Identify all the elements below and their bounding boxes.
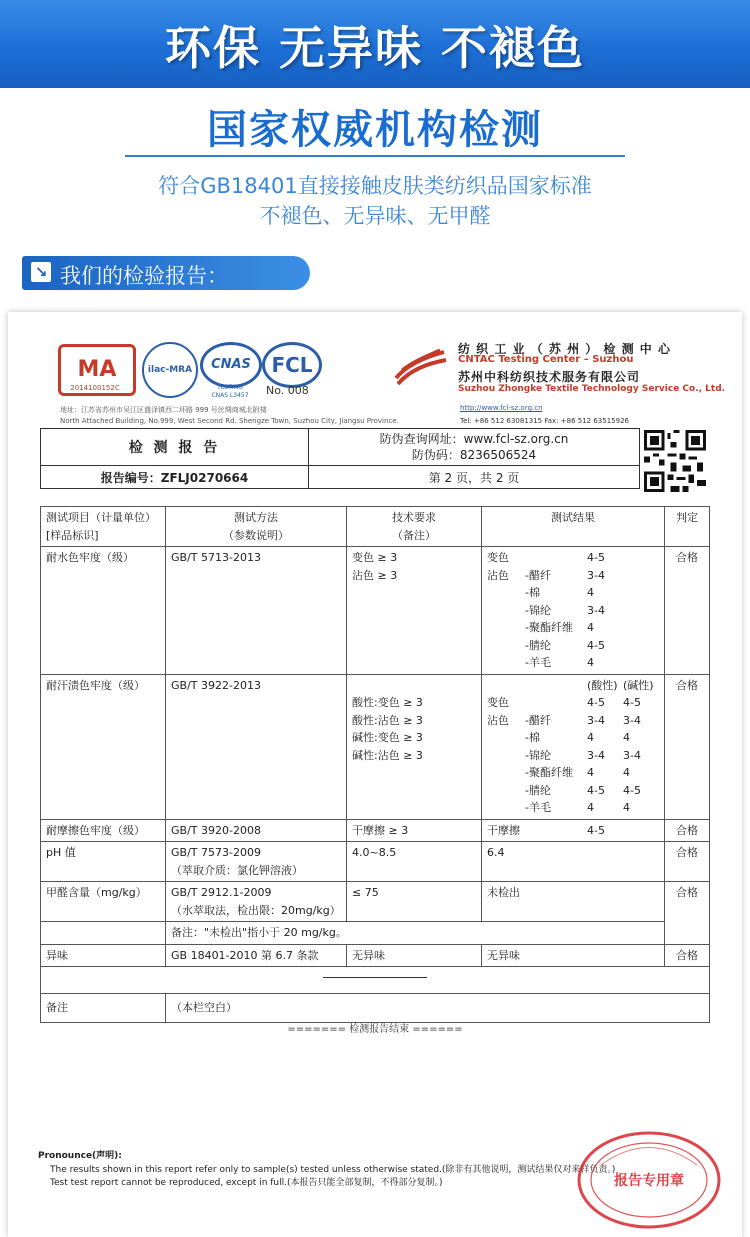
result-value	[487, 602, 525, 620]
result-value: -锦纶	[525, 603, 551, 617]
result-value	[487, 619, 525, 637]
method-line: （萃取介质：氯化钾溶液）	[171, 863, 303, 877]
table-row	[41, 842, 710, 882]
cell-item	[41, 674, 166, 819]
result-value	[623, 619, 659, 637]
remark-label: 备注	[41, 994, 166, 1023]
note-text: 备注："未检出"指小于 20 mg/kg。	[166, 922, 665, 945]
result-value: -醋纤	[525, 568, 551, 582]
item-text: 甲醛含量（mg/kg）	[46, 886, 147, 899]
table-header-row	[41, 507, 710, 547]
remark-row	[41, 994, 710, 1023]
cell-verdict: 合格	[665, 674, 710, 819]
result-value: 4-5	[587, 551, 605, 564]
cell-method	[166, 882, 347, 922]
result-value	[623, 654, 659, 672]
cell-requirement	[347, 882, 482, 922]
result-value: 无异味	[487, 948, 520, 962]
result-value: 变色	[487, 551, 509, 564]
result-value: -锦纶	[525, 748, 551, 762]
result-value: -醋纤	[525, 713, 551, 727]
result-value: 4-5	[587, 638, 605, 652]
method-line: （水萃取法，检出限：20mg/kg）	[171, 903, 341, 917]
requirement-line	[352, 677, 476, 695]
address-cn: 地址：江苏省苏州市吴江区盛泽镇西二环路 999 号丝绸商城北附楼	[60, 406, 267, 414]
result-value: 变色	[487, 696, 509, 709]
result-value	[487, 654, 525, 672]
item-text: 耐汗渍色牢度（级）	[46, 678, 145, 692]
result-value: 3-4	[587, 568, 605, 582]
result-value	[525, 549, 587, 567]
col-method-sub: （参数说明）	[223, 528, 289, 542]
result-line	[487, 884, 659, 902]
item-text: 耐摩擦色牢度（级）	[46, 823, 145, 837]
section-tag-label: 我们的检验报告：	[60, 264, 228, 288]
table-row	[41, 882, 710, 922]
arrow-down-right-icon: ↘	[31, 262, 51, 282]
results-body	[41, 547, 710, 967]
result-value	[623, 584, 659, 602]
org-name-en: CNTAC Testing Center – Suzhou	[458, 354, 634, 365]
result-line	[487, 584, 659, 602]
company-name-cn: 苏州中科纺织技术服务有限公司	[458, 370, 641, 384]
result-line	[487, 677, 659, 695]
result-value: 未检出	[487, 886, 520, 899]
table-row	[41, 944, 710, 967]
result-value: 4-5	[587, 823, 605, 837]
cell-result	[482, 819, 665, 842]
result-value: 6.4	[487, 846, 505, 859]
result-line	[487, 602, 659, 620]
standard-line-2: 不褪色、无异味、无甲醛	[259, 204, 491, 228]
cell-requirement	[347, 819, 482, 842]
col-result-header: 测试结果	[482, 507, 665, 547]
result-value: 4-5	[623, 783, 641, 797]
section-tag	[22, 256, 310, 290]
result-line	[487, 619, 659, 637]
requirement-line: 碱性:沾色 ≥ 3	[352, 748, 423, 762]
cell-requirement	[347, 547, 482, 675]
cell-result	[482, 547, 665, 675]
result-value: 4	[587, 766, 594, 779]
requirement-line: 4.0~8.5	[352, 846, 397, 859]
cell-verdict: 合格	[665, 944, 710, 967]
result-value: -棉	[525, 586, 540, 599]
result-value: 3-4	[587, 713, 605, 727]
company-name-en: Suzhou Zhongke Textile Technology Service Co., Ltd.	[458, 384, 726, 394]
result-value	[623, 602, 659, 620]
verify-url: 防伪查询网址：www.fcl-sz.org.cn	[379, 432, 569, 446]
table-row	[41, 819, 710, 842]
result-value	[487, 782, 525, 800]
standard-line-1: 符合GB18401直接接触皮肤类纺织品国家标准	[158, 174, 592, 198]
cell-result	[482, 944, 665, 967]
cell-method	[166, 944, 347, 967]
result-value: -腈纶	[525, 638, 551, 652]
method-line: GB/T 3920-2008	[171, 823, 261, 837]
col-verdict-header: 判定	[665, 507, 710, 547]
result-value	[623, 637, 659, 655]
remark-value: （本栏空白）	[166, 994, 710, 1023]
result-value	[487, 729, 525, 747]
cell-verdict: 合格	[665, 819, 710, 842]
result-value: -棉	[525, 731, 540, 744]
cell-item	[41, 882, 166, 922]
cntac-logo-icon	[392, 348, 448, 388]
result-value: 4	[587, 656, 594, 669]
col-item-sub: [样品标识]	[46, 528, 99, 542]
cell-verdict: 合格	[665, 547, 710, 675]
org-url-link[interactable]: http://www.fcl-sz.org.cn	[460, 404, 543, 412]
ilac-mra-logo: ilac-MRA	[142, 342, 198, 398]
requirement-line: 变色 ≥ 3	[352, 551, 398, 564]
org-url[interactable]	[460, 404, 543, 412]
cell-verdict: 合格	[665, 842, 710, 882]
result-value: 4	[587, 731, 594, 744]
requirement-line: 沾色 ≥ 3	[352, 568, 398, 582]
result-value	[487, 637, 525, 655]
cell-verdict: 合格	[665, 882, 710, 945]
result-value	[525, 694, 587, 712]
result-value: -聚酯纤维	[525, 621, 573, 634]
result-value	[525, 822, 587, 840]
result-value: -羊毛	[525, 801, 551, 814]
banner-title: 环保 无异味 不褪色	[164, 21, 586, 75]
result-value: 4-5	[587, 696, 605, 709]
result-value: -聚酯纤维	[525, 766, 573, 779]
cell-requirement	[347, 944, 482, 967]
result-value	[623, 549, 659, 567]
result-line	[487, 764, 659, 782]
result-value	[487, 799, 525, 817]
result-line	[487, 747, 659, 765]
result-line	[487, 947, 659, 965]
cell-method	[166, 674, 347, 819]
result-value: -腈纶	[525, 783, 551, 797]
result-value: 3-4	[623, 713, 641, 727]
result-line	[487, 694, 659, 712]
tel-fax: Tel: +86 512 63081315 Fax: +86 512 63515926	[460, 417, 629, 425]
result-value	[623, 822, 659, 840]
requirement-line: 干摩擦 ≥ 3	[352, 823, 409, 837]
result-line	[487, 782, 659, 800]
report-title: 检 测 报 告	[41, 429, 309, 466]
method-line: GB/T 3922-2013	[171, 678, 261, 692]
cnas-sub-2: CNAS L3457	[211, 392, 249, 399]
result-value: 4-5	[623, 696, 641, 709]
requirement-line: 酸性:变色 ≥ 3	[352, 696, 423, 709]
result-value	[487, 747, 525, 765]
result-line	[487, 549, 659, 567]
cell-item	[41, 842, 166, 882]
fcl-logo: FCL	[262, 342, 322, 388]
result-line	[487, 654, 659, 672]
qr-code-icon	[644, 430, 706, 492]
method-line: GB/T 2912.1-2009	[171, 886, 272, 899]
results-table	[40, 506, 710, 1023]
table-row	[41, 674, 710, 819]
page-info: 第 2 页，共 2 页	[309, 466, 640, 489]
divider	[125, 155, 625, 157]
result-value: 4	[623, 731, 630, 744]
cell-requirement	[347, 674, 482, 819]
result-value: 4	[623, 766, 630, 779]
note-spacer	[41, 922, 166, 945]
result-value: (碱性)	[623, 678, 654, 692]
cnas-sub-1: TESTING	[217, 384, 243, 391]
cell-requirement	[347, 842, 482, 882]
col-item-header	[41, 507, 166, 547]
cnas-sub-label	[200, 384, 260, 400]
col-method-header	[166, 507, 347, 547]
result-value	[623, 567, 659, 585]
method-line: GB 18401-2010 第 6.7 条款	[171, 948, 319, 962]
result-value: 沾色	[487, 568, 509, 582]
report-header-table	[40, 428, 640, 489]
cma-logo: MA	[58, 344, 136, 396]
note-row	[41, 922, 710, 945]
cell-method	[166, 547, 347, 675]
fcl-number: No. 008	[266, 384, 309, 397]
result-value: 4	[587, 621, 594, 634]
cell-result	[482, 842, 665, 882]
result-value: -羊毛	[525, 656, 551, 669]
cnas-logo: CNAS	[200, 342, 262, 388]
requirement-line: 碱性:变色 ≥ 3	[352, 731, 423, 744]
cell-result	[482, 674, 665, 819]
requirement-line: 酸性:沾色 ≥ 3	[352, 713, 423, 727]
requirement-line: 无异味	[352, 948, 385, 962]
official-stamp	[576, 1130, 722, 1230]
cell-result	[482, 882, 665, 922]
report-number: 报告编号：ZFLJ0270664	[41, 466, 309, 489]
result-value	[487, 677, 525, 695]
verify-code: 防伪码：8236506524	[411, 448, 537, 462]
method-line: GB/T 5713-2013	[171, 551, 261, 564]
cell-method	[166, 842, 347, 882]
stamp-text: 报告专用章	[614, 1173, 684, 1189]
result-value: 3-4	[587, 748, 605, 762]
separator-line	[323, 977, 427, 978]
result-value: 沾色	[487, 713, 509, 727]
result-line	[487, 729, 659, 747]
page-subtitle: 国家权威机构检测	[207, 107, 543, 153]
result-value: 干摩擦	[487, 823, 520, 837]
result-line	[487, 567, 659, 585]
result-line	[487, 637, 659, 655]
pronounce-title: Pronounce(声明):	[38, 1151, 122, 1161]
address-en: North Attached Building, No.999, West Second Rd. Shengze Town, Suzhou City, Jiangsu Province.	[60, 417, 399, 425]
col-item-title: 测试项目（计量单位）	[46, 511, 156, 524]
org-name-cn: 纺 织 工 业 （ 苏 州 ） 检 测 中 心	[458, 342, 671, 356]
result-value: 4-5	[587, 783, 605, 797]
verify-info	[309, 429, 640, 466]
result-value: 4	[587, 801, 594, 814]
col-req-header	[347, 507, 482, 547]
blank-row	[41, 967, 710, 994]
top-banner	[0, 0, 750, 88]
cell-item	[41, 547, 166, 675]
result-line	[487, 712, 659, 730]
pronounce-line-1: The results shown in this report refer only to sample(s) tested unless otherwise stated.(除非有其他说明，测试结果仅对来样负责。)	[50, 1165, 616, 1175]
result-value: 4	[623, 801, 630, 814]
result-line	[487, 844, 659, 862]
pronounce-line-2: Test test report cannot be reproduced, except in full.(本报告只能全部复制，不得部分复制。)	[50, 1178, 443, 1188]
result-value: (酸性)	[587, 678, 618, 692]
cell-method	[166, 819, 347, 842]
report-end-marker: ======= 检测报告结束 ======	[287, 1024, 463, 1035]
result-value	[487, 764, 525, 782]
col-method-title: 测试方法	[234, 511, 278, 524]
result-value: 4	[587, 586, 594, 599]
method-line: GB/T 7573-2009	[171, 846, 261, 859]
result-value: 3-4	[587, 603, 605, 617]
cell-item	[41, 819, 166, 842]
result-value	[487, 584, 525, 602]
col-req-title: 技术要求	[392, 511, 436, 524]
result-line	[487, 799, 659, 817]
result-value	[525, 677, 587, 695]
table-row	[41, 547, 710, 675]
result-line	[487, 822, 659, 840]
item-text: 耐水色牢度（级）	[46, 551, 134, 564]
col-req-sub: （备注）	[392, 528, 436, 542]
cell-item	[41, 944, 166, 967]
result-value: 3-4	[623, 748, 641, 762]
requirement-line: ≤ 75	[352, 886, 379, 899]
item-text: 异味	[46, 948, 68, 962]
cma-number: 2014100152C	[70, 384, 120, 392]
item-text: pH 值	[46, 846, 76, 859]
